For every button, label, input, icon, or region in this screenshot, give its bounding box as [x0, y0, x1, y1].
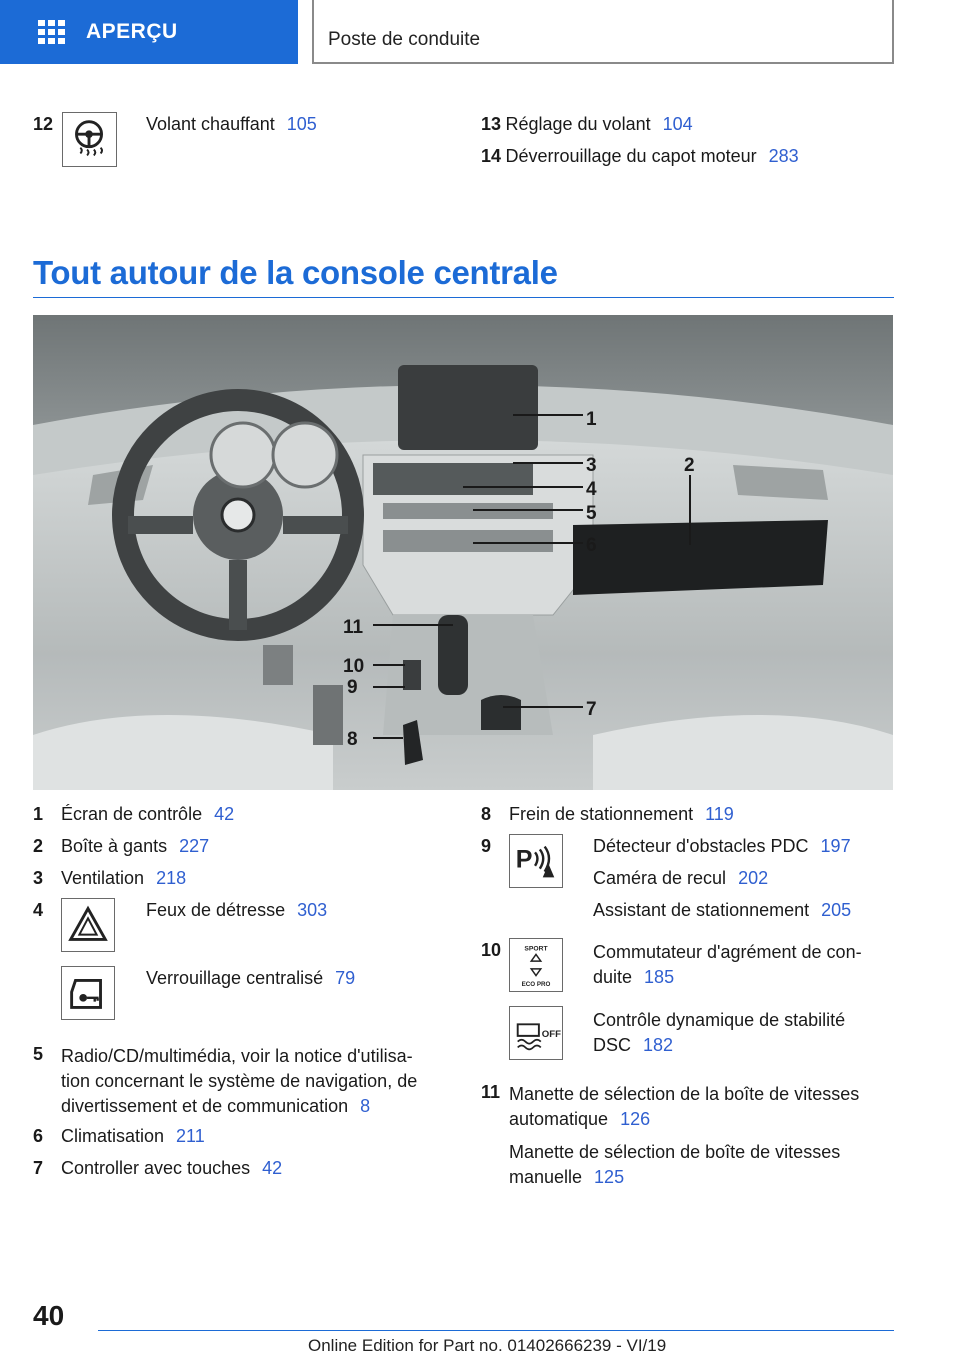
item-label: Réglage du volant [505, 114, 651, 134]
edition-footer: Online Edition for Part no. 01402666239 - VI/19 [308, 1336, 667, 1355]
item-label: Verrouillage centralisé [146, 968, 324, 988]
footer-divider [98, 1330, 894, 1331]
cockpit-illustration [33, 315, 893, 790]
off-icon-text: OFF [541, 1028, 561, 1040]
legend-item-8 [509, 804, 734, 825]
page-ref-link[interactable]: 42 [262, 1158, 283, 1178]
eco-pro-icon-text: ECO PRO [521, 981, 551, 989]
item-label: Ventilation [61, 868, 145, 888]
item-number: 10 [481, 940, 502, 960]
page-ref-link[interactable]: 125 [594, 1167, 625, 1187]
legend-item-2 [61, 836, 209, 857]
callout-11: 11 [343, 617, 364, 638]
legend-item-4a [146, 900, 327, 921]
item-label: Caméra de recul [593, 868, 727, 888]
item-number: 3 [33, 868, 44, 888]
svg-text:P: P [515, 845, 533, 874]
legend-item-11b [509, 1140, 840, 1190]
page-ref-link[interactable]: 197 [820, 836, 851, 856]
page-number: 40 [33, 1300, 65, 1331]
item-number: 12 [33, 114, 54, 134]
top-item-13 [481, 114, 693, 135]
hazard-warning-icon [61, 898, 115, 952]
item-label: Volant chauffant [146, 114, 275, 134]
item-label-line: DSC [593, 1035, 632, 1055]
item-label: Écran de contrôle [61, 804, 203, 824]
legend-item-4b [146, 968, 355, 989]
section-divider [33, 297, 894, 298]
page-ref-link[interactable]: 283 [768, 146, 799, 166]
item-number: 7 [33, 1158, 44, 1178]
page-ref-link[interactable]: 185 [644, 967, 675, 987]
page-ref-link[interactable]: 126 [620, 1109, 651, 1129]
callout-1: 1 [586, 409, 597, 430]
item-label-line: Manette de sélection de boîte de vitesses [509, 1142, 841, 1162]
callout-10: 10 [343, 656, 365, 677]
legend-item-5 [61, 1044, 417, 1119]
item-label-line: Commutateur d'agrément de con- [593, 942, 862, 962]
callout-6: 6 [586, 535, 597, 556]
page-ref-link[interactable]: 205 [821, 900, 852, 920]
item-number: 6 [33, 1126, 44, 1146]
item-number: 2 [33, 836, 44, 856]
item-label: Frein de stationnement [509, 804, 694, 824]
legend-item-11a [509, 1082, 859, 1132]
callout-2: 2 [684, 455, 695, 476]
item-label: Climatisation [61, 1126, 165, 1146]
item-label: Déverrouillage du capot moteur [505, 146, 757, 166]
item-label-line: Radio/CD/multimédia, voir la notice d'utilisa- [61, 1046, 413, 1066]
page-ref-link[interactable]: 119 [705, 804, 734, 824]
heated-steering-wheel-icon [62, 112, 117, 167]
page-ref-link[interactable]: 211 [176, 1126, 205, 1146]
callout-7: 7 [586, 699, 597, 720]
legend-item-10b [593, 1008, 845, 1058]
top-item-14 [481, 146, 799, 167]
dsc-off-icon [509, 1006, 563, 1060]
driving-experience-switch-icon [509, 938, 563, 992]
item-label-line: duite [593, 967, 633, 987]
item-label: Feux de détresse [146, 900, 286, 920]
item-label: Controller avec touches [61, 1158, 251, 1178]
callout-8: 8 [347, 729, 358, 750]
callout-9: 9 [347, 677, 358, 698]
page-ref-link[interactable]: 8 [360, 1096, 371, 1116]
legend-item-1 [61, 804, 234, 825]
callout-3: 3 [586, 455, 597, 476]
page-ref-link[interactable]: 227 [179, 836, 210, 856]
item-number: 4 [33, 900, 44, 920]
page-ref-link[interactable]: 182 [643, 1035, 674, 1055]
legend-item-9a [593, 836, 851, 857]
page-ref-link[interactable]: 105 [286, 114, 317, 134]
legend-item-6 [61, 1126, 205, 1147]
item-label-line: divertissement et de communication [61, 1096, 349, 1116]
chapter-title: Poste de conduite [328, 29, 481, 50]
item-label-line: Contrôle dynamique de stabilité [593, 1010, 846, 1030]
item-label-line: manuelle [509, 1167, 583, 1187]
item-number: 9 [481, 836, 492, 856]
item-label: Détecteur d'obstacles PDC [593, 836, 809, 856]
sport-icon-text: SPORT [524, 945, 548, 953]
section-title: Tout autour de la console centrale [33, 254, 558, 291]
callout-5: 5 [586, 503, 597, 524]
item-label-line: Manette de sélection de la boîte de vitesses [509, 1084, 860, 1104]
item-label-line: tion concernant le système de navigation, de [61, 1071, 418, 1091]
overview-tab-label: APERÇU [86, 20, 178, 43]
central-locking-icon [61, 966, 115, 1020]
item-number: 5 [33, 1044, 44, 1064]
item-number: 14 [481, 146, 502, 166]
item-label: Boîte à gants [61, 836, 168, 856]
grid-menu-icon [38, 20, 66, 44]
item-number: 1 [33, 804, 44, 824]
item-number: 13 [481, 114, 502, 134]
legend-item-3 [61, 868, 186, 889]
legend-item-7 [61, 1158, 282, 1179]
legend-item-10a [593, 940, 862, 990]
legend-item-9c [593, 900, 851, 921]
chapter-header [312, 0, 894, 64]
page-ref-link[interactable]: 79 [335, 968, 356, 988]
park-distance-control-icon [509, 834, 563, 888]
top-item-12 [146, 114, 317, 135]
item-label-line: automatique [509, 1109, 609, 1129]
page-ref-link[interactable]: 42 [214, 804, 235, 824]
page-ref-link[interactable]: 303 [297, 900, 328, 920]
page-ref-link[interactable]: 218 [156, 868, 187, 888]
legend-item-9b [593, 868, 768, 889]
item-label: Assistant de stationnement [593, 900, 810, 920]
page-ref-link[interactable]: 202 [738, 868, 769, 888]
item-number: 8 [481, 804, 492, 824]
overview-tab[interactable] [0, 0, 298, 64]
page-ref-link[interactable]: 104 [662, 114, 693, 134]
item-number: 11 [481, 1082, 501, 1102]
callout-4: 4 [586, 479, 597, 500]
